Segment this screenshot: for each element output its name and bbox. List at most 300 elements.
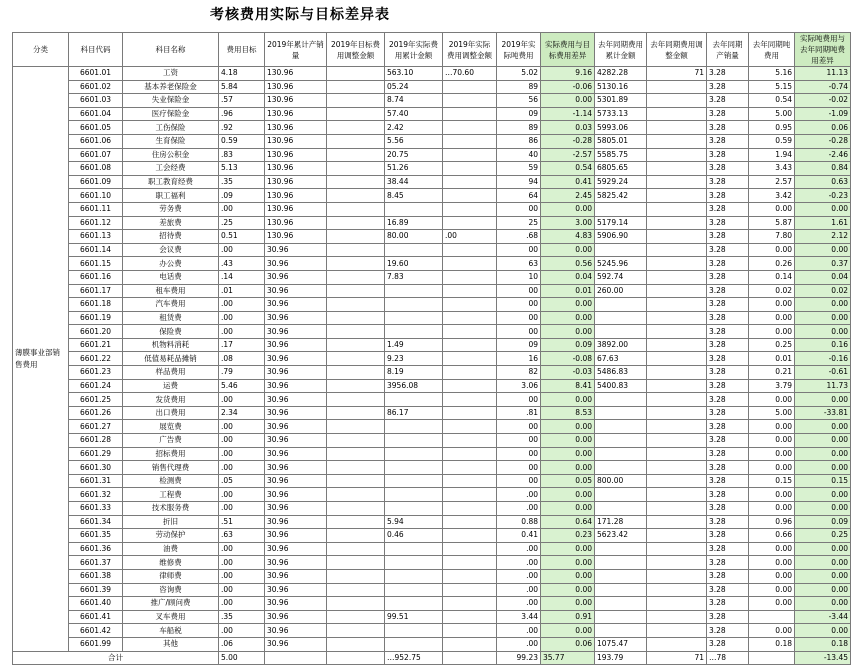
table-cell xyxy=(385,474,443,488)
column-header: 实际费用与目标费用差异 xyxy=(541,33,595,67)
table-cell xyxy=(595,420,647,434)
table-cell xyxy=(647,393,707,407)
table-cell: …952.75 xyxy=(385,651,443,665)
table-cell: 保险费 xyxy=(123,325,219,339)
table-cell: 0.00 xyxy=(749,624,795,638)
table-cell: 租赁费 xyxy=(123,311,219,325)
column-header: 去年同期吨费用 xyxy=(749,33,795,67)
table-cell xyxy=(595,502,647,516)
table-cell: 0.56 xyxy=(541,257,595,271)
table-cell: 0.88 xyxy=(497,515,541,529)
table-row xyxy=(13,406,851,420)
table-cell: 0.63 xyxy=(795,175,851,189)
table-cell: 5623.42 xyxy=(595,529,647,543)
table-cell xyxy=(385,298,443,312)
table-cell: .00 xyxy=(497,569,541,583)
table-cell: 1.49 xyxy=(385,338,443,352)
table-cell: 0.95 xyxy=(749,121,795,135)
table-cell xyxy=(647,230,707,244)
table-cell xyxy=(443,583,497,597)
table-cell: 0.04 xyxy=(795,270,851,284)
table-cell: 汽车费用 xyxy=(123,298,219,312)
table-cell: 800.00 xyxy=(595,474,647,488)
table-cell: 0.21 xyxy=(749,366,795,380)
table-cell: 30.96 xyxy=(265,597,327,611)
table-cell xyxy=(647,216,707,230)
table-cell: 6601.04 xyxy=(69,107,123,121)
table-cell: 64 xyxy=(497,189,541,203)
table-cell xyxy=(443,651,497,665)
table-cell: 会议费 xyxy=(123,243,219,257)
table-cell xyxy=(647,175,707,189)
column-header: 去年同期产销量 xyxy=(707,33,749,67)
table-cell: 0.25 xyxy=(795,529,851,543)
table-cell: 30.96 xyxy=(265,366,327,380)
table-cell: 工会经费 xyxy=(123,162,219,176)
table-cell: .05 xyxy=(219,474,265,488)
table-cell: .00 xyxy=(219,461,265,475)
table-cell xyxy=(327,352,385,366)
table-cell: 0.00 xyxy=(541,325,595,339)
table-cell xyxy=(327,406,385,420)
table-cell: 失业保险金 xyxy=(123,94,219,108)
table-cell xyxy=(443,121,497,135)
table-cell: 130.96 xyxy=(265,216,327,230)
table-cell: 咨询费 xyxy=(123,583,219,597)
table-cell: 5805.01 xyxy=(595,134,647,148)
table-cell: .01 xyxy=(219,284,265,298)
table-cell: 0.03 xyxy=(541,121,595,135)
table-cell xyxy=(385,420,443,434)
table-cell: -0.74 xyxy=(795,80,851,94)
table-cell: …70.60 xyxy=(443,67,497,81)
table-cell: 00 xyxy=(497,420,541,434)
table-cell xyxy=(647,162,707,176)
table-cell: 6601.12 xyxy=(69,216,123,230)
table-cell: 0.00 xyxy=(749,420,795,434)
table-cell xyxy=(327,94,385,108)
table-cell: 3.28 xyxy=(707,474,749,488)
table-cell: 0.00 xyxy=(795,542,851,556)
table-row xyxy=(13,94,851,108)
table-cell: 0.02 xyxy=(749,284,795,298)
table-cell: 59 xyxy=(497,162,541,176)
table-cell: 5301.89 xyxy=(595,94,647,108)
table-cell: 0.00 xyxy=(795,243,851,257)
table-cell: 3.28 xyxy=(707,488,749,502)
table-cell xyxy=(443,515,497,529)
table-cell: 6601.21 xyxy=(69,338,123,352)
table-cell: 3.28 xyxy=(707,175,749,189)
table-cell: .00 xyxy=(219,393,265,407)
table-cell xyxy=(443,325,497,339)
table-row xyxy=(13,434,851,448)
table-cell xyxy=(595,434,647,448)
table-cell xyxy=(327,597,385,611)
column-header: 分类 xyxy=(13,33,69,67)
table-cell: 0.00 xyxy=(795,569,851,583)
table-cell: 3956.08 xyxy=(385,379,443,393)
table-cell xyxy=(385,434,443,448)
table-cell: 6601.39 xyxy=(69,583,123,597)
table-cell xyxy=(327,107,385,121)
table-cell: 130.96 xyxy=(265,230,327,244)
table-cell: 6601.01 xyxy=(69,67,123,81)
table-cell: 2.42 xyxy=(385,121,443,135)
table-cell: 5.46 xyxy=(219,379,265,393)
table-cell: 8.53 xyxy=(541,406,595,420)
table-cell: -0.61 xyxy=(795,366,851,380)
table-cell: 71 xyxy=(647,67,707,81)
table-cell: 0.15 xyxy=(749,474,795,488)
table-cell: 0.59 xyxy=(219,134,265,148)
table-row xyxy=(13,569,851,583)
table-cell: 0.54 xyxy=(541,162,595,176)
table-cell: 广告费 xyxy=(123,434,219,448)
table-cell: 0.00 xyxy=(541,461,595,475)
table-cell: 职工教育经费 xyxy=(123,175,219,189)
table-cell: 1.94 xyxy=(749,148,795,162)
table-cell: .00 xyxy=(497,488,541,502)
table-cell: 展览费 xyxy=(123,420,219,434)
table-cell: 30.96 xyxy=(265,284,327,298)
table-cell xyxy=(385,311,443,325)
table-cell xyxy=(647,270,707,284)
table-cell xyxy=(647,121,707,135)
table-cell: 样品费用 xyxy=(123,366,219,380)
table-cell: .00 xyxy=(497,556,541,570)
table-cell: 1075.47 xyxy=(595,637,647,651)
table-row xyxy=(13,243,851,257)
table-cell: 80.00 xyxy=(385,230,443,244)
table-cell: 招标费用 xyxy=(123,447,219,461)
table-cell: 9.16 xyxy=(541,67,595,81)
table-cell: 1.61 xyxy=(795,216,851,230)
table-cell: 11.73 xyxy=(795,379,851,393)
table-cell xyxy=(595,311,647,325)
table-row xyxy=(13,420,851,434)
table-cell: .00 xyxy=(497,502,541,516)
table-cell xyxy=(327,393,385,407)
table-cell: .79 xyxy=(219,366,265,380)
table-cell: 0.00 xyxy=(541,583,595,597)
table-cell: 7.80 xyxy=(749,230,795,244)
table-cell: 6601.26 xyxy=(69,406,123,420)
table-cell: 0.09 xyxy=(795,515,851,529)
table-cell: 3.28 xyxy=(707,393,749,407)
table-cell: 销售代理费 xyxy=(123,461,219,475)
table-cell: .00 xyxy=(219,502,265,516)
table-cell: 5.16 xyxy=(749,67,795,81)
table-cell: .43 xyxy=(219,257,265,271)
table-cell: 0.00 xyxy=(795,420,851,434)
table-cell xyxy=(647,202,707,216)
table-cell: 30.96 xyxy=(265,529,327,543)
table-cell: 3.28 xyxy=(707,134,749,148)
table-cell xyxy=(443,569,497,583)
table-cell: .35 xyxy=(219,175,265,189)
table-cell: 0.09 xyxy=(541,338,595,352)
table-cell: 0.00 xyxy=(541,298,595,312)
table-cell: 30.96 xyxy=(265,298,327,312)
table-cell xyxy=(327,325,385,339)
table-cell: 劳务费 xyxy=(123,202,219,216)
table-cell: 5245.96 xyxy=(595,257,647,271)
table-cell xyxy=(595,569,647,583)
table-cell: 63 xyxy=(497,257,541,271)
table-cell: 130.96 xyxy=(265,94,327,108)
table-row xyxy=(13,230,851,244)
table-cell: 5.84 xyxy=(219,80,265,94)
table-row xyxy=(13,175,851,189)
table-row xyxy=(13,107,851,121)
table-cell: 0.51 xyxy=(219,230,265,244)
table-cell xyxy=(647,529,707,543)
table-cell xyxy=(443,542,497,556)
table-cell xyxy=(647,597,707,611)
table-cell: 5.02 xyxy=(497,67,541,81)
table-cell: 3.28 xyxy=(707,67,749,81)
table-cell: 0.00 xyxy=(795,202,851,216)
table-cell xyxy=(327,162,385,176)
table-cell: 0.00 xyxy=(541,434,595,448)
table-cell: 5.00 xyxy=(749,406,795,420)
table-cell: 0.01 xyxy=(541,284,595,298)
table-cell xyxy=(327,583,385,597)
table-cell xyxy=(595,583,647,597)
table-cell: 6601.09 xyxy=(69,175,123,189)
table-cell: 6601.42 xyxy=(69,624,123,638)
table-cell: .00 xyxy=(219,597,265,611)
table-cell: 0.00 xyxy=(749,243,795,257)
table-cell: 5825.42 xyxy=(595,189,647,203)
table-cell xyxy=(595,624,647,638)
table-cell: 3.28 xyxy=(707,148,749,162)
table-cell: 基本养老保险金 xyxy=(123,80,219,94)
table-cell xyxy=(327,515,385,529)
table-cell: 6601.40 xyxy=(69,597,123,611)
header-row xyxy=(13,33,851,67)
table-cell: .00 xyxy=(497,583,541,597)
table-cell: 67.63 xyxy=(595,352,647,366)
table-cell: .00 xyxy=(219,325,265,339)
table-cell: 30.96 xyxy=(265,311,327,325)
table-cell: 4282.28 xyxy=(595,67,647,81)
table-cell: 住房公积金 xyxy=(123,148,219,162)
table-cell: 10 xyxy=(497,270,541,284)
table-cell: .00 xyxy=(219,583,265,597)
table-cell: -0.23 xyxy=(795,189,851,203)
column-header: 2019年实际吨费用 xyxy=(497,33,541,67)
table-cell: 6601.37 xyxy=(69,556,123,570)
table-row xyxy=(13,67,851,81)
table-cell xyxy=(647,434,707,448)
category-cell: 薄膜事业部销售费用 xyxy=(13,67,69,652)
table-cell: 0.46 xyxy=(385,529,443,543)
table-cell xyxy=(443,243,497,257)
table-cell: 6601.19 xyxy=(69,311,123,325)
table-cell: 5929.24 xyxy=(595,175,647,189)
table-cell: -0.28 xyxy=(541,134,595,148)
table-cell: .09 xyxy=(219,189,265,203)
table-row xyxy=(13,284,851,298)
table-cell xyxy=(327,556,385,570)
table-cell: 差旅费 xyxy=(123,216,219,230)
table-cell: 2.45 xyxy=(541,189,595,203)
table-cell xyxy=(595,298,647,312)
table-cell xyxy=(595,393,647,407)
table-cell xyxy=(327,434,385,448)
table-cell: 130.96 xyxy=(265,148,327,162)
table-cell xyxy=(385,569,443,583)
table-cell: 0.96 xyxy=(749,515,795,529)
table-cell: -3.44 xyxy=(795,610,851,624)
table-cell xyxy=(327,461,385,475)
table-cell xyxy=(327,637,385,651)
table-cell: 130.96 xyxy=(265,107,327,121)
table-cell: .96 xyxy=(219,107,265,121)
table-cell: 8.41 xyxy=(541,379,595,393)
table-cell xyxy=(647,189,707,203)
table-cell: 86.17 xyxy=(385,406,443,420)
table-cell: 171.28 xyxy=(595,515,647,529)
table-cell: 00 xyxy=(497,298,541,312)
table-cell: 3.28 xyxy=(707,162,749,176)
table-cell: 3.28 xyxy=(707,515,749,529)
table-cell: 4.18 xyxy=(219,67,265,81)
table-cell xyxy=(327,80,385,94)
table-cell: 0.00 xyxy=(749,597,795,611)
table-cell: 8.45 xyxy=(385,189,443,203)
column-header: 实际吨费用与去年同期吨费用差异 xyxy=(795,33,851,67)
table-cell xyxy=(443,624,497,638)
table-cell: 0.00 xyxy=(541,311,595,325)
table-cell: 6601.32 xyxy=(69,488,123,502)
table-cell: 0.00 xyxy=(749,325,795,339)
table-row xyxy=(13,583,851,597)
table-cell: 3.28 xyxy=(707,189,749,203)
table-cell xyxy=(385,488,443,502)
table-row xyxy=(13,447,851,461)
table-cell xyxy=(327,175,385,189)
table-cell: 3.42 xyxy=(749,189,795,203)
table-cell xyxy=(385,542,443,556)
table-cell: 00 xyxy=(497,311,541,325)
table-cell: 检测费 xyxy=(123,474,219,488)
table-cell: 0.00 xyxy=(541,447,595,461)
table-cell: 0.00 xyxy=(749,583,795,597)
table-cell xyxy=(647,107,707,121)
table-cell: 发货费用 xyxy=(123,393,219,407)
table-cell xyxy=(647,569,707,583)
table-cell: 6805.65 xyxy=(595,162,647,176)
table-cell: 30.96 xyxy=(265,461,327,475)
table-cell: 职工福利 xyxy=(123,189,219,203)
table-cell: 0.14 xyxy=(749,270,795,284)
table-cell: 工资 xyxy=(123,67,219,81)
table-cell: 0.00 xyxy=(795,447,851,461)
table-cell: 0.00 xyxy=(795,624,851,638)
table-cell xyxy=(443,80,497,94)
table-cell xyxy=(443,420,497,434)
table-row xyxy=(13,270,851,284)
table-cell: .00 xyxy=(219,556,265,570)
table-cell: 30.96 xyxy=(265,270,327,284)
table-cell: 592.74 xyxy=(595,270,647,284)
table-cell: 3.28 xyxy=(707,325,749,339)
table-cell: 0.16 xyxy=(795,338,851,352)
table-cell: 招待费 xyxy=(123,230,219,244)
table-cell xyxy=(327,420,385,434)
table-cell xyxy=(385,583,443,597)
table-cell: 20.75 xyxy=(385,148,443,162)
table-cell: 130.96 xyxy=(265,67,327,81)
table-cell xyxy=(749,651,795,665)
table-cell: 3.28 xyxy=(707,542,749,556)
table-cell: 0.00 xyxy=(749,542,795,556)
table-cell: 82 xyxy=(497,366,541,380)
table-row xyxy=(13,488,851,502)
table-cell xyxy=(443,298,497,312)
table-cell: 0.84 xyxy=(795,162,851,176)
table-cell: 30.96 xyxy=(265,515,327,529)
table-cell: 0.00 xyxy=(541,202,595,216)
table-cell xyxy=(595,461,647,475)
table-cell: -2.46 xyxy=(795,148,851,162)
table-cell: 6601.07 xyxy=(69,148,123,162)
table-cell: 30.96 xyxy=(265,624,327,638)
table-row xyxy=(13,474,851,488)
table-cell: 11.13 xyxy=(795,67,851,81)
table-cell: .00 xyxy=(219,420,265,434)
table-cell: 16.89 xyxy=(385,216,443,230)
table-cell: 其他 xyxy=(123,637,219,651)
table-cell: 130.96 xyxy=(265,189,327,203)
table-cell xyxy=(647,352,707,366)
table-cell: .00 xyxy=(497,597,541,611)
table-cell: 3.28 xyxy=(707,270,749,284)
table-cell: 30.96 xyxy=(265,434,327,448)
table-cell: 3.28 xyxy=(707,230,749,244)
table-cell: 0.23 xyxy=(541,529,595,543)
table-cell xyxy=(647,94,707,108)
table-cell: 0.15 xyxy=(795,474,851,488)
table-row xyxy=(13,461,851,475)
table-cell: 0.00 xyxy=(795,298,851,312)
table-cell: 3.28 xyxy=(707,447,749,461)
table-cell: 0.00 xyxy=(749,556,795,570)
table-cell xyxy=(327,338,385,352)
table-cell: 0.04 xyxy=(541,270,595,284)
table-cell: 3.28 xyxy=(707,379,749,393)
table-cell xyxy=(647,488,707,502)
table-cell: 6601.13 xyxy=(69,230,123,244)
table-cell xyxy=(443,352,497,366)
table-cell: 6601.22 xyxy=(69,352,123,366)
table-cell xyxy=(647,461,707,475)
table-cell: 0.00 xyxy=(795,597,851,611)
table-cell: .00 xyxy=(219,542,265,556)
table-cell: .83 xyxy=(219,148,265,162)
table-cell xyxy=(327,529,385,543)
table-row xyxy=(13,542,851,556)
table-cell xyxy=(443,637,497,651)
table-cell: .00 xyxy=(443,230,497,244)
table-cell: 5.56 xyxy=(385,134,443,148)
table-cell: 3892.00 xyxy=(595,338,647,352)
table-cell xyxy=(443,216,497,230)
table-cell: .00 xyxy=(497,542,541,556)
